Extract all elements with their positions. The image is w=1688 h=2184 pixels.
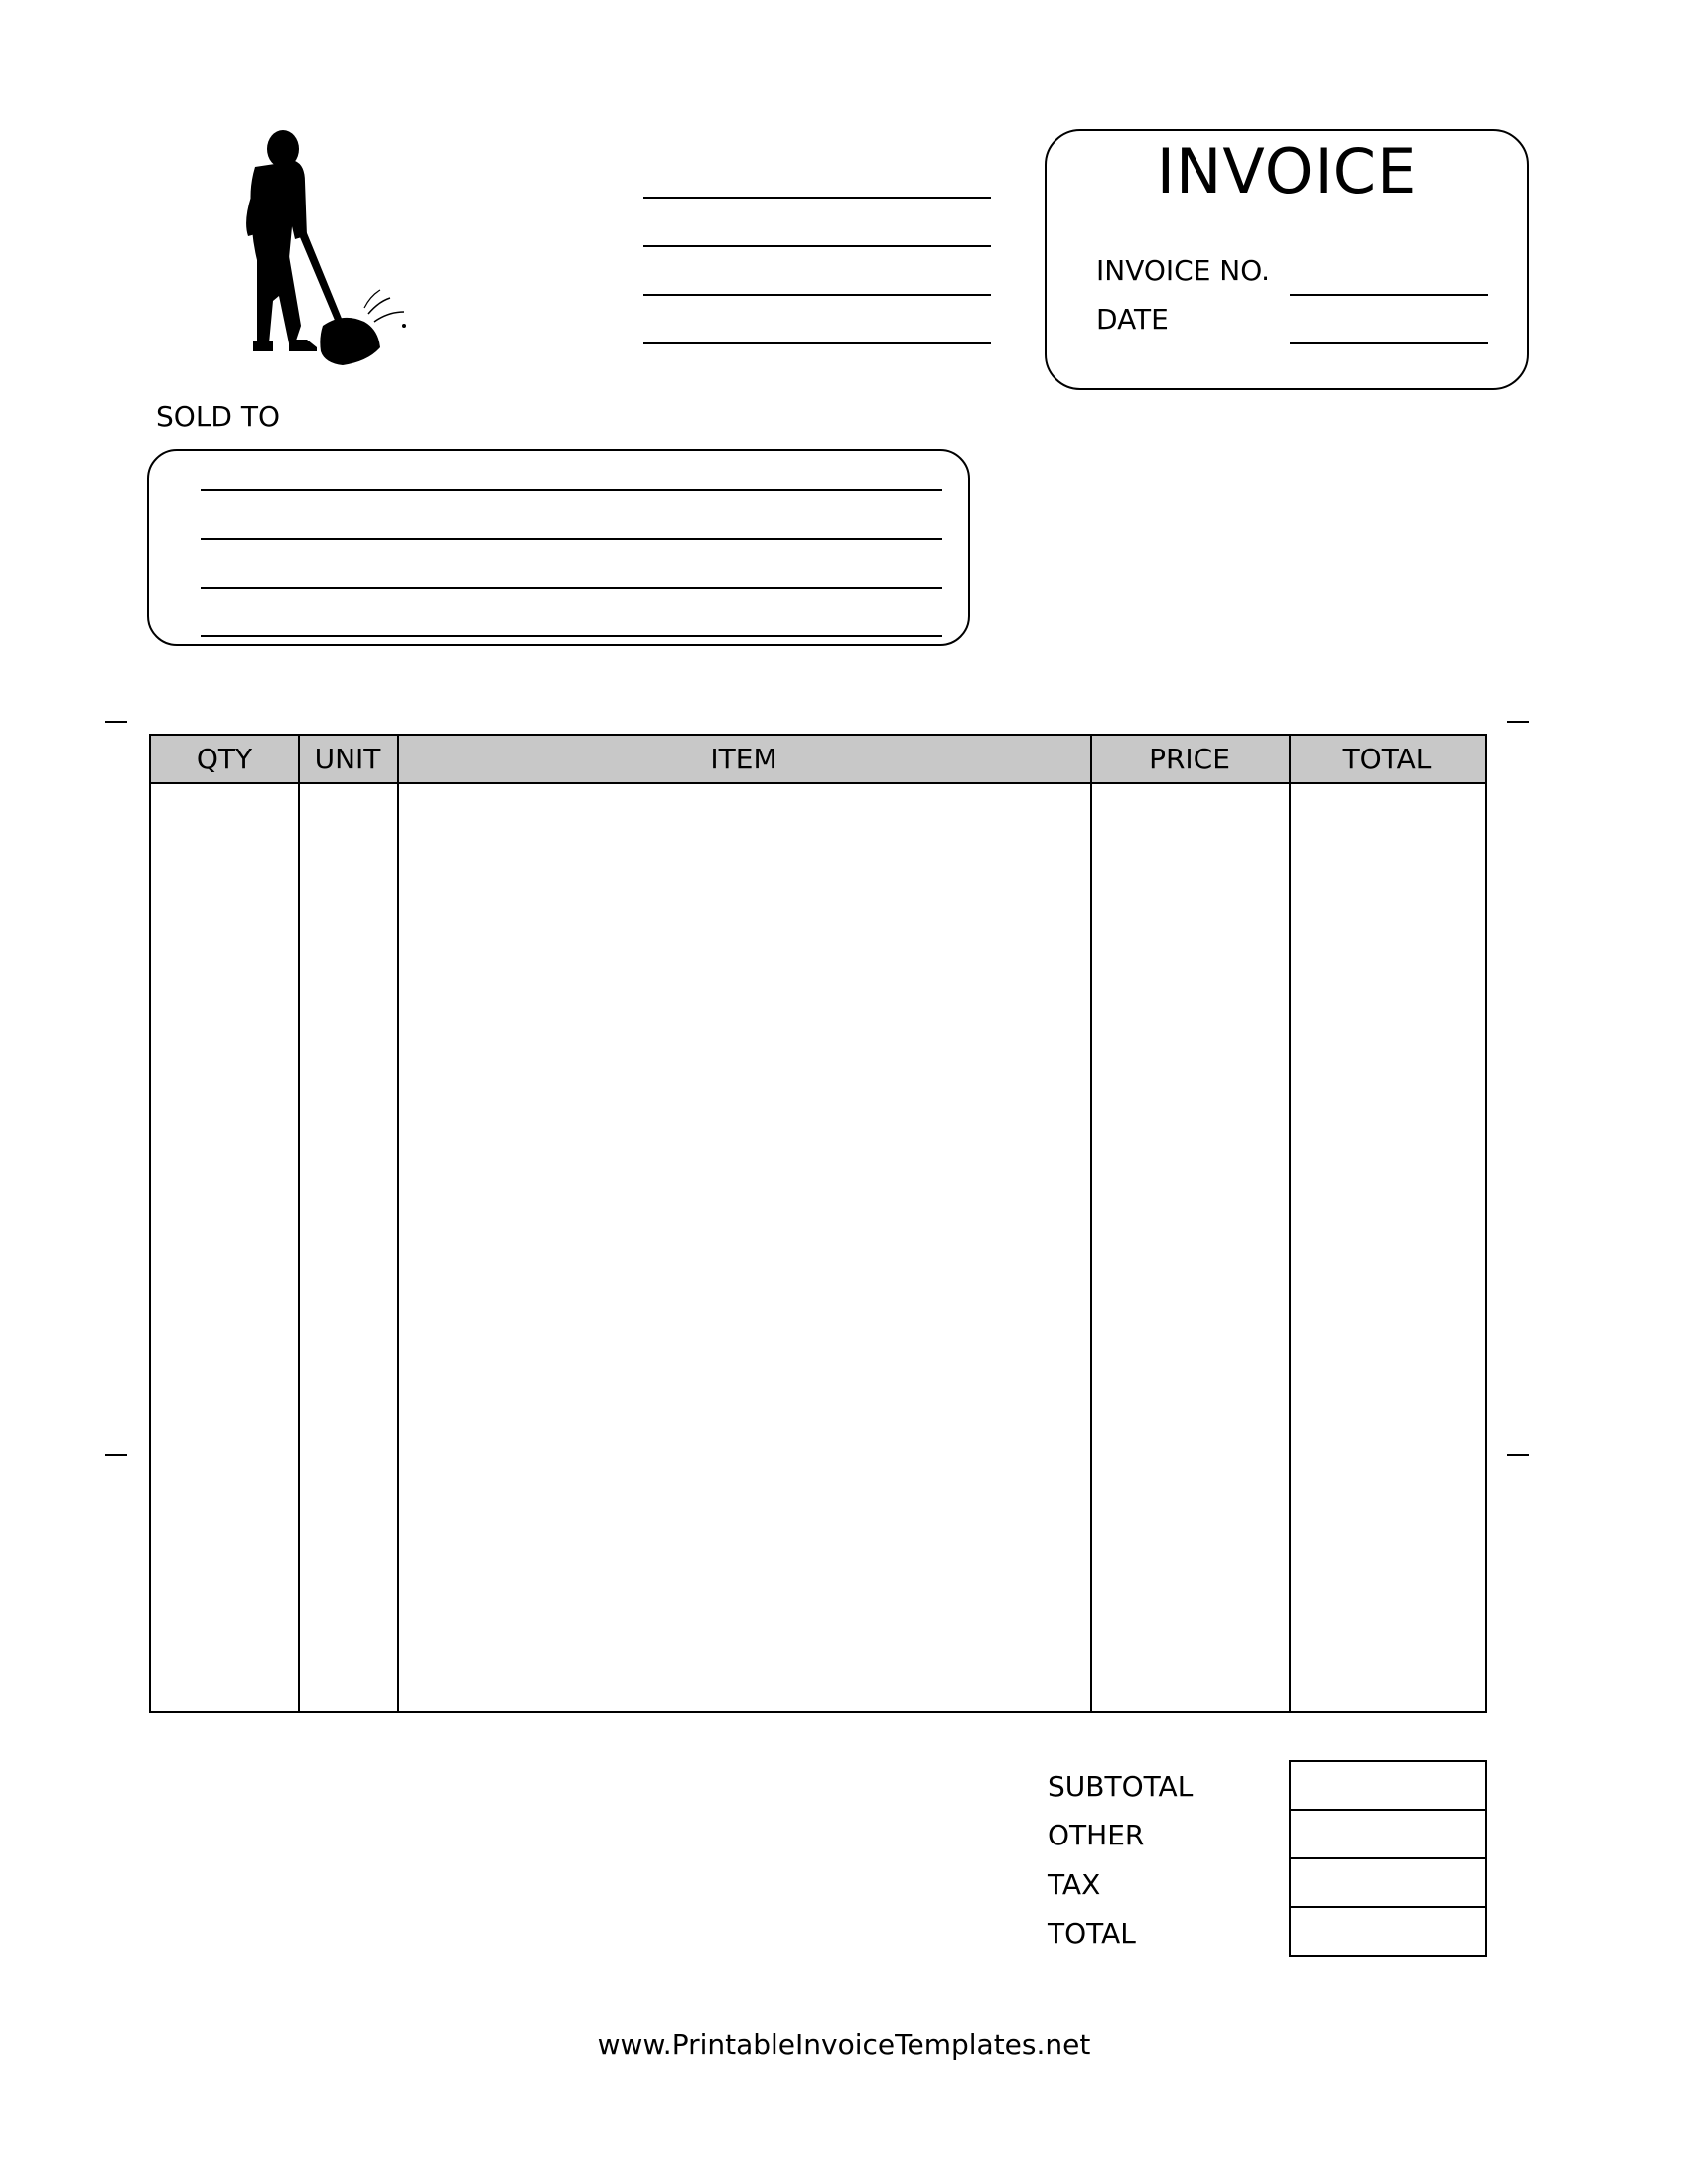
sold-to-box: [147, 449, 970, 646]
sold-to-line-2[interactable]: [201, 538, 942, 540]
sold-to-line-4[interactable]: [201, 635, 942, 637]
items-table: [149, 734, 1487, 1713]
fold-mark-top-left: [105, 721, 127, 723]
fold-mark-top-right: [1507, 721, 1529, 723]
totals-divider: [1291, 1906, 1485, 1908]
total-label: TOTAL: [1048, 1917, 1136, 1950]
company-line-1[interactable]: [643, 197, 991, 199]
company-line-2[interactable]: [643, 245, 991, 247]
totals-box[interactable]: [1289, 1760, 1487, 1957]
fold-mark-mid-left: [105, 1454, 127, 1456]
column-divider: [1090, 736, 1092, 1711]
date-label: DATE: [1096, 303, 1169, 336]
date-field[interactable]: [1290, 342, 1488, 344]
totals-divider: [1291, 1857, 1485, 1859]
sold-to-line-1[interactable]: [201, 489, 942, 491]
column-header-unit: UNIT: [314, 743, 381, 775]
sold-to-label: SOLD TO: [156, 400, 281, 433]
fold-mark-mid-right: [1507, 1454, 1529, 1456]
column-header-price: PRICE: [1149, 743, 1230, 775]
column-divider: [1289, 736, 1291, 1711]
sold-to-line-3[interactable]: [201, 587, 942, 589]
invoice-no-label: INVOICE NO.: [1096, 254, 1271, 287]
invoice-no-field[interactable]: [1290, 294, 1488, 296]
company-line-3[interactable]: [643, 294, 991, 296]
column-header-item: ITEM: [710, 743, 777, 775]
column-divider: [298, 736, 300, 1711]
company-line-4[interactable]: [643, 342, 991, 344]
column-divider: [397, 736, 399, 1711]
other-label: OTHER: [1048, 1819, 1145, 1851]
footer-url: www.PrintableInvoiceTemplates.net: [597, 2028, 1091, 2061]
column-header-qty: QTY: [196, 743, 253, 775]
items-table-header: [151, 736, 1485, 784]
invoice-info-box: [1045, 129, 1529, 390]
invoice-title: INVOICE: [1156, 135, 1418, 207]
sweeping-person-icon: [194, 127, 432, 385]
column-header-total: TOTAL: [1342, 743, 1432, 775]
tax-label: TAX: [1048, 1868, 1101, 1901]
subtotal-label: SUBTOTAL: [1048, 1770, 1194, 1803]
totals-divider: [1291, 1809, 1485, 1811]
